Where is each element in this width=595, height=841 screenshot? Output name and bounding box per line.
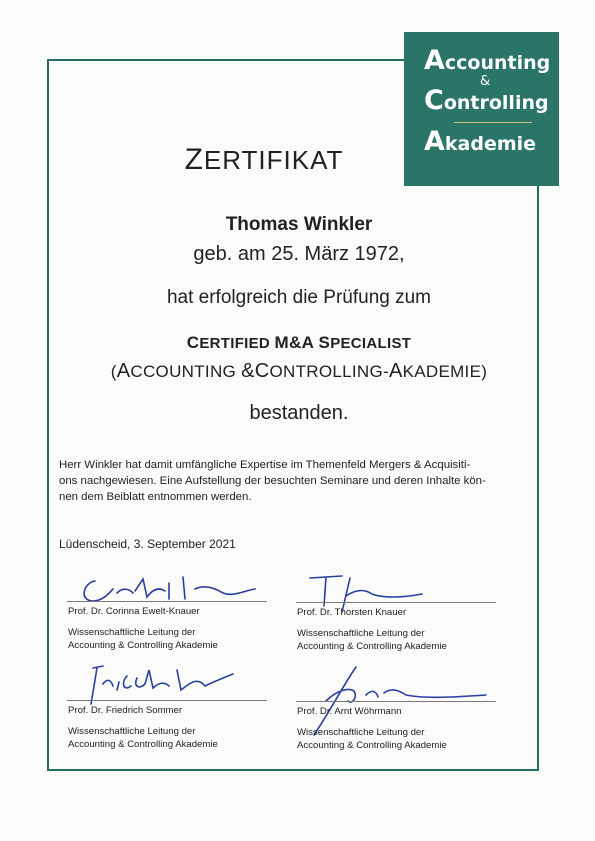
logo-word-accounting: ccounting [444,52,551,74]
cert-rest-2: PECIALIST [330,335,412,352]
document-title [0,143,528,177]
signatory-role [297,726,447,752]
issuer-rest-1: CCOUNTING [130,362,242,381]
issuer-rest-2: ONTROLLING- [269,362,389,381]
logo-word-akademie: kademie [444,133,537,155]
logo-initial-c: C [424,85,444,116]
logo-ampersand: & [480,74,491,89]
logo-divider [454,122,532,123]
role-line-2: Accounting & Controlling Akademie [297,740,447,751]
role-line-2: Accounting & Controlling Akademie [68,640,218,651]
issuer-cap-3: A [388,360,403,382]
cert-rest-1: ERTIFIED [199,335,275,352]
role-line-1: Wissenschaftliche Leitung der [297,727,425,738]
paragraph-line: nen dem Beiblatt entnommen werden. [59,491,252,504]
recipient-name: Thomas Winkler [225,214,373,235]
handwritten-signature [73,571,263,611]
logo-line-controlling [424,85,559,116]
logo-line-accounting [424,45,559,76]
issuer-open: ( [110,362,117,381]
signatory-name: Prof. Dr. Thorsten Knauer [297,607,407,618]
signature-line [67,601,267,602]
logo-word-controlling: ontrolling [443,92,549,114]
cert-cap-2: M&A S [274,333,331,352]
signatory-name: Prof. Dr. Arnt Wöhrmann [297,706,402,717]
logo-initial-a: A [424,45,445,76]
signatory-name: Prof. Dr. Corinna Ewelt-Knauer [68,606,200,617]
role-line-1: Wissenschaftliche Leitung der [297,628,425,639]
issuer-line [0,360,595,383]
issuer-cap-2: C [254,360,270,382]
certificate-name [0,333,595,353]
signature-line [67,700,267,701]
exam-statement: hat erfolgreich die Prüfung zum [166,287,432,308]
role-line-2: Accounting & Controlling Akademie [297,641,447,652]
signatory-name: Prof. Dr. Friedrich Sommer [68,705,183,716]
issuer-cap-1: A [116,360,131,382]
title-initial: Z [184,143,204,176]
signature-line [296,701,496,702]
description-paragraph [59,457,541,506]
birth-date: geb. am 25. März 1972, [193,243,405,265]
paragraph-line: Herr Winkler hat damit umfängliche Expertise im Themenfeld Mergers & Acquisiti- [59,459,471,471]
title-rest: ERTIFIKAT [203,145,344,175]
logo-initial-a2: A [424,126,445,157]
issuer-amp: & [241,360,255,382]
passed-text: bestanden. [249,402,349,424]
place-and-date: Lüdenscheid, 3. September 2021 [59,537,236,551]
role-line-2: Accounting & Controlling Akademie [68,739,218,750]
signature-line [296,602,496,603]
issuer-close: ) [481,362,488,381]
role-line-1: Wissenschaftliche Leitung der [68,627,196,638]
issuer-rest-3: KADEMIE [402,362,482,381]
signatory-role [68,725,218,751]
role-line-1: Wissenschaftliche Leitung der [68,726,196,737]
paragraph-line: ons nachgewiesen. Eine Aufstellung der besuchten Seminare und deren Inhalte kön- [59,475,486,488]
signatory-role [68,626,218,652]
cert-cap-1: C [186,333,200,352]
signatory-role [297,627,447,653]
